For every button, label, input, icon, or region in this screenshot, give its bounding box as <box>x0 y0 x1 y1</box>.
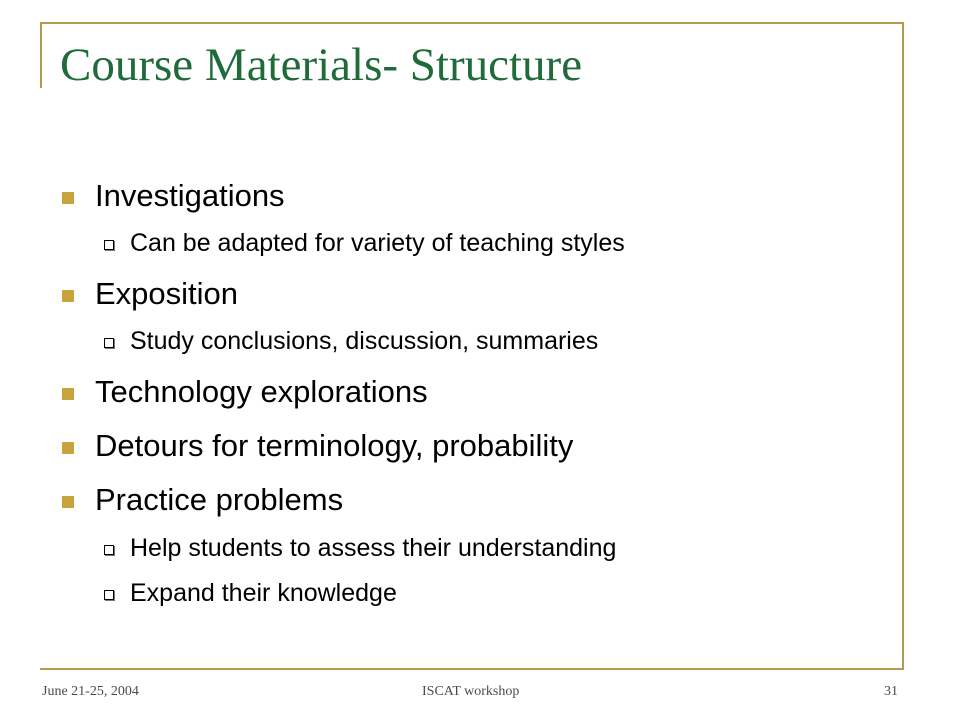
box-bullet-icon <box>104 240 114 250</box>
frame-right-line <box>902 22 904 670</box>
slide-title: Course Materials- Structure <box>60 39 583 91</box>
box-bullet-icon <box>104 545 114 555</box>
frame-bottom-line <box>40 668 904 670</box>
square-bullet-icon <box>62 290 74 302</box>
box-bullet-icon <box>104 590 114 600</box>
square-bullet-icon <box>62 192 74 204</box>
frame-left-line <box>40 22 42 88</box>
square-bullet-icon <box>62 442 74 454</box>
sub-bullet-assess: Help students to assess their understanding <box>130 534 617 562</box>
box-bullet-icon <box>104 338 114 348</box>
bullet-exposition: Exposition <box>95 276 239 311</box>
frame-top-line <box>40 22 904 24</box>
footer-page-number: 31 <box>884 684 898 699</box>
sub-bullet-study: Study conclusions, discussion, summaries <box>130 327 599 355</box>
bullet-detours: Detours for terminology, probability <box>95 428 574 463</box>
bullet-technology: Technology explorations <box>95 374 428 409</box>
bullet-investigations: Investigations <box>95 178 285 213</box>
sub-bullet-adapted: Can be adapted for variety of teaching styles <box>130 229 625 257</box>
footer-date: June 21-25, 2004 <box>42 684 139 699</box>
square-bullet-icon <box>62 496 74 508</box>
bullet-practice: Practice problems <box>95 482 344 517</box>
sub-bullet-expand: Expand their knowledge <box>130 579 397 607</box>
footer-event: ISCAT workshop <box>422 684 520 699</box>
square-bullet-icon <box>62 388 74 400</box>
